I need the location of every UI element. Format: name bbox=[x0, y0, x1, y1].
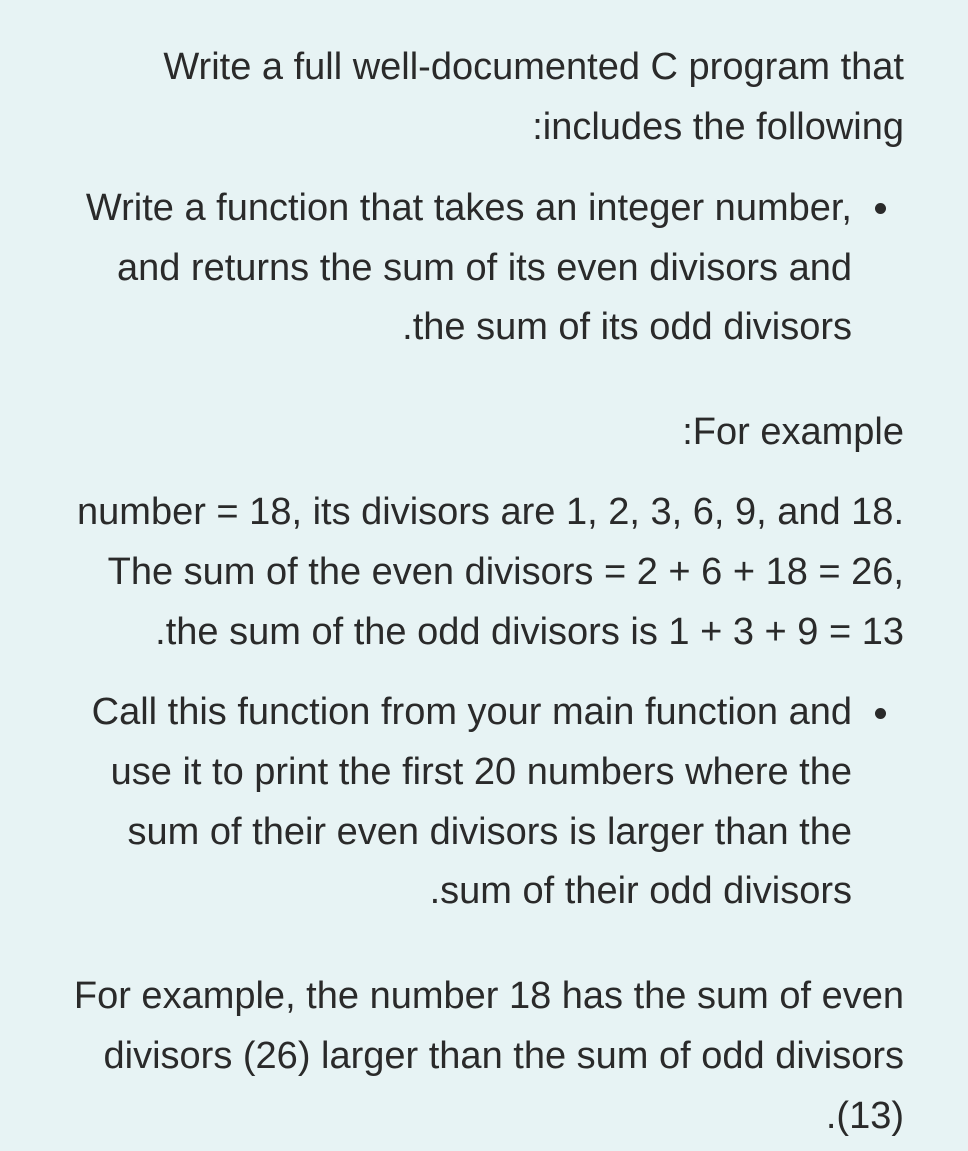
bullet-line: and returns the sum of its even divisors and bbox=[116, 247, 852, 289]
closing-line: For example, the number 18 has the sum of even bbox=[73, 975, 904, 1017]
bullet-line: sum of their even divisors is larger than the bbox=[127, 811, 852, 853]
example-line: .the sum of the odd divisors is 1 + 3 + 9 = 13 bbox=[155, 611, 904, 653]
closing-line: .(13) bbox=[825, 1095, 904, 1137]
bullet-line: use it to print the first 20 numbers where the bbox=[110, 751, 852, 793]
bullet-line: .the sum of its odd divisors bbox=[402, 306, 852, 348]
intro-line: Write a full well-documented C program that bbox=[163, 46, 904, 88]
closing-line: divisors (26) larger than the sum of odd divisors bbox=[103, 1035, 904, 1077]
example-line: number = 18, its divisors are 1, 2, 3, 6, 9, and 18. bbox=[77, 491, 904, 533]
bullet-icon bbox=[875, 708, 886, 719]
intro-line: :includes the following bbox=[532, 106, 904, 148]
example-line: The sum of the even divisors = 2 + 6 + 18 = 26, bbox=[107, 551, 904, 593]
bullet-line: Write a function that takes an integer number, bbox=[85, 187, 852, 229]
bullet-line: Call this function from your main function and bbox=[91, 691, 852, 733]
bullet-icon bbox=[875, 203, 886, 214]
bullet-line: .sum of their odd divisors bbox=[429, 870, 852, 912]
example-heading: :For example bbox=[682, 411, 904, 453]
